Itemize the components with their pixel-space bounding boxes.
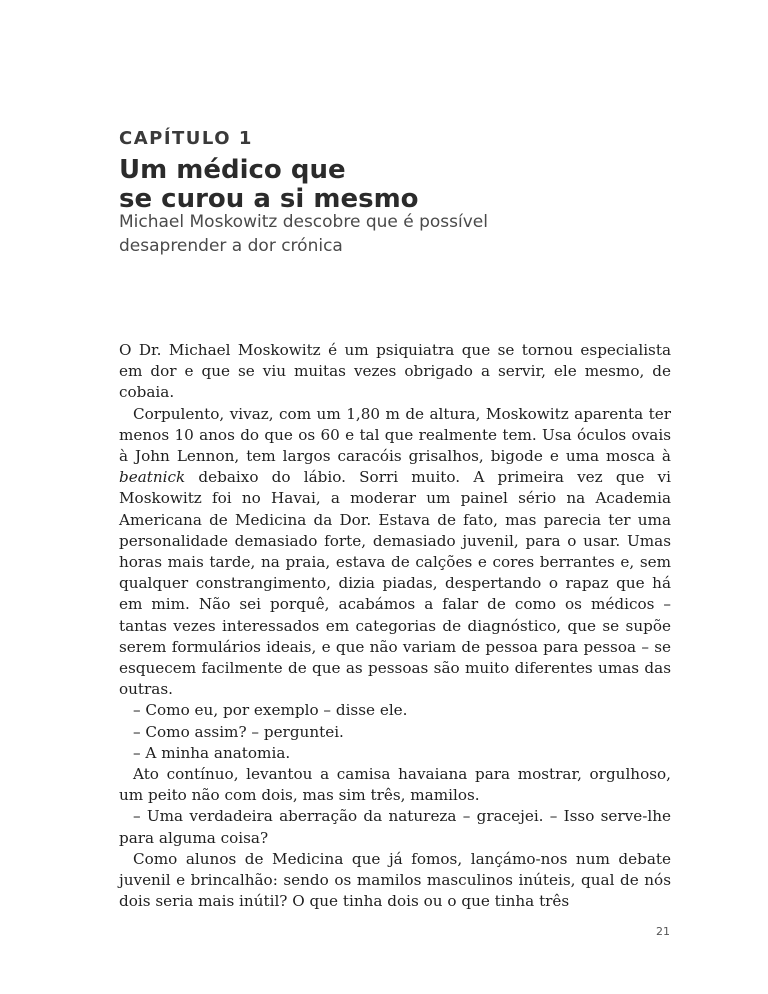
paragraph-2-text-a: Corpulento, vivaz, com um 1,80 m de altura, Moskowitz aparenta ter menos 10 anos do que os 60 e tal que realmente tem. Usa óculos ovais à John Lennon, tem largos caracóis grisalhos, bigode e uma mosca à [119,404,671,466]
paragraph-1: O Dr. Michael Moskowitz é um psiquiatra que se tornou especialista em dor e que se viu muitas vezes obrigado a servir, ele mesmo, de cobaia. [119,341,671,402]
chapter-title-line-2: se curou a si mesmo [119,184,419,214]
chapter-title-line-1: Um médico que [119,155,346,185]
chapter-label: CAPÍTULO 1 [119,128,253,149]
paragraph-2 [119,404,671,701]
paragraph-2-text-b: debaixo do lábio. Sorri muito. A primeira vez que vi Moskowitz foi no Havai, a moderar um painel sério na Academia Americana de Medicina da Dor. Estava de fato, mas parecia ter uma personalidade demasiado forte, demasiado juvenil, para o usar. Umas horas mais tarde, na praia, estava de calções e cores berrantes e, sem qualquer constrangimento, dizia piadas, despertando o rapaz que há em mim. Não sei porquê, acabámos a falar de como os médicos – tantas vezes interessados em categorias de diagnóstico, que se supõe serem formulários ideais, e que não variam de pessoa para pessoa – se esquecem facilmente de que as pessoas são muito diferentes umas das outras. [119,468,671,699]
chapter-subtitle-line-1: Michael Moskowitz descobre que é possível [119,212,488,232]
chapter-subtitle-line-2: desaprender a dor crónica [119,236,343,256]
dialogue-line-3: – A minha anatomia. [133,743,291,762]
dialogue-line-1: – Como eu, por exemplo – disse ele. [133,701,408,720]
chapter-title [119,156,679,214]
dialogue-line-2: – Como assim? – perguntei. [133,722,344,741]
body-text [119,340,671,912]
paragraph-8: Como alunos de Medicina que já fomos, lançámo-nos num debate juvenil e brincalhão: sendo os mamilos masculinos inúteis, qual de nós dois seria mais inútil? O que tinha dois ou o que tinha três [119,849,671,911]
chapter-subtitle [119,210,679,258]
page-number: 21 [656,925,670,938]
paragraph-2-emphasis: beatnick [119,468,186,487]
dialogue-line-4: – Uma verdadeira aberração da natureza – gracejei. – Isso serve-lhe para alguma coisa? [119,807,671,847]
paragraph-6: Ato contínuo, levantou a camisa havaiana para mostrar, orgulhoso, um peito não com dois, mas sim três, mamilos. [119,765,671,805]
